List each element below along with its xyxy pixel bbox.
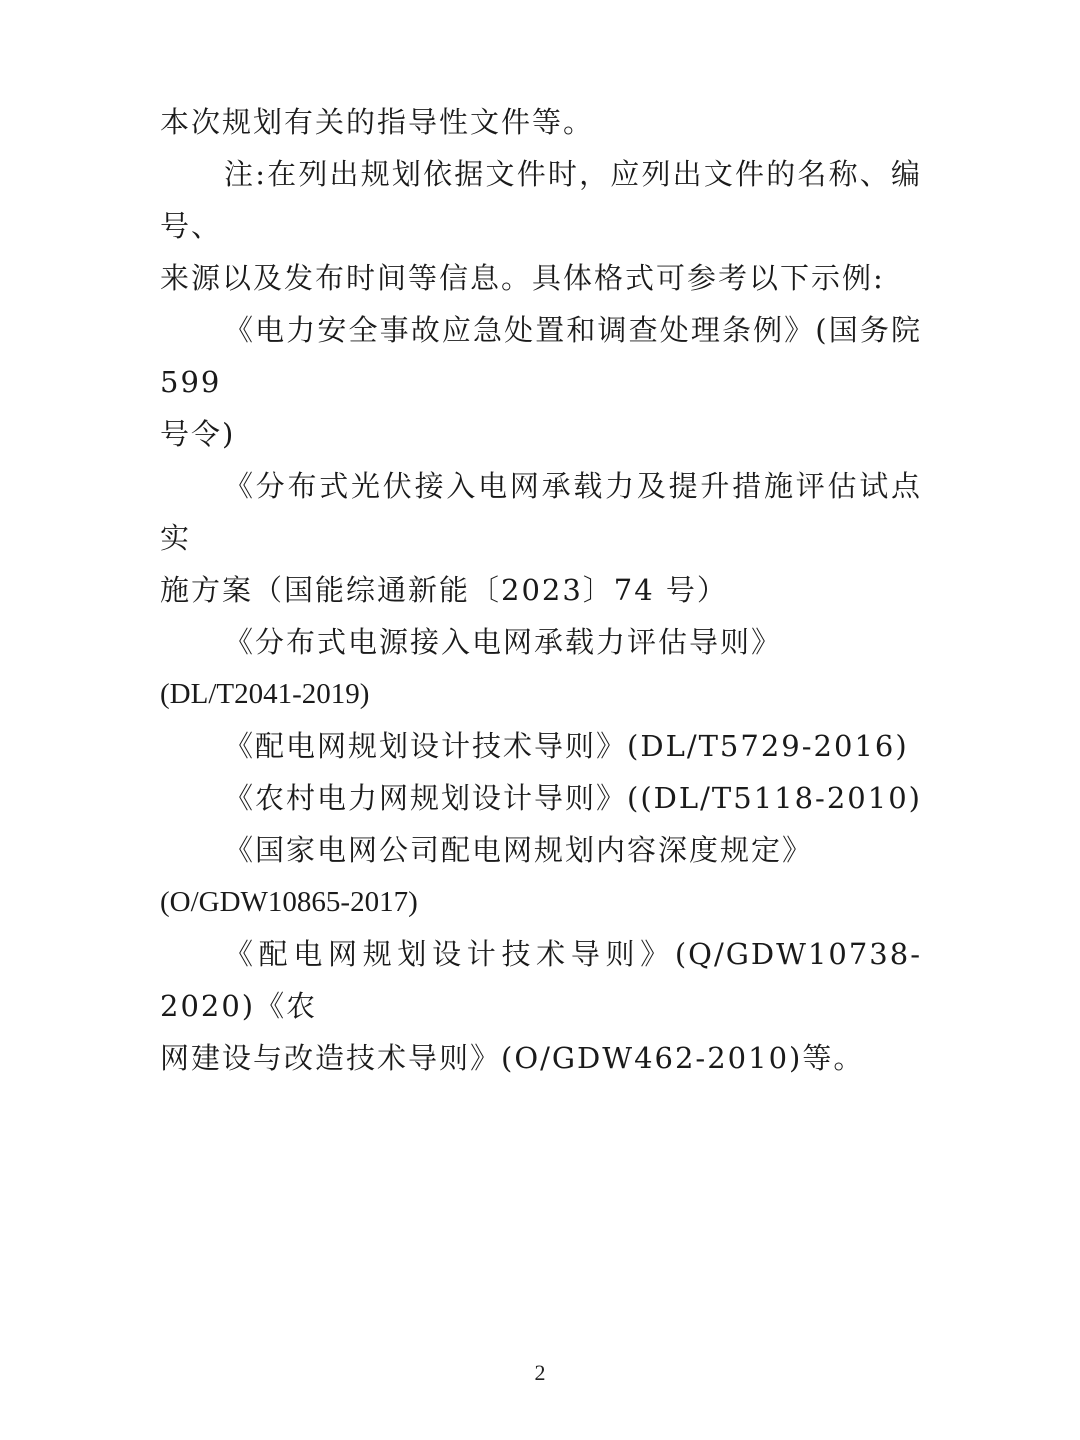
text-line: 号令) [160,417,236,451]
document-body [160,96,922,1084]
text-line: 《国家电网公司配电网规划内容深度规定》 [224,833,814,867]
text-line: 注:在列出规划依据文件时，应列出文件的名称、编号、 [160,157,922,243]
text-line: 本次规划有关的指导性文件等。 [160,105,595,139]
text-line: 施方案（国能综通新能〔2023〕74 号） [160,573,728,607]
text-line: 《分布式电源接入电网承载力评估导则》 [224,625,783,659]
text-line: 网建设与改造技术导则》(O/GDW462-2010)等。 [160,1041,865,1075]
page-number: 2 [534,1360,546,1385]
text-line: (O/GDW10865-2017) [160,886,418,918]
text-line: 《配电网规划设计技术导则》(Q/GDW10738-2020)《农 [160,937,922,1023]
text-line: 《农村电力网规划设计导则》((DL/T5118-2010) [224,781,922,815]
text-line: (DL/T2041-2019) [160,678,370,710]
text-line: 来源以及发布时间等信息。具体格式可参考以下示例: [160,261,885,295]
text-line: 《电力安全事故应急处置和调查处理条例》(国务院 599 [160,313,922,399]
text-line: 《分布式光伏接入电网承载力及提升措施评估试点实 [160,469,922,555]
text-line: 《配电网规划设计技术导则》(DL/T5729-2016) [224,729,909,763]
